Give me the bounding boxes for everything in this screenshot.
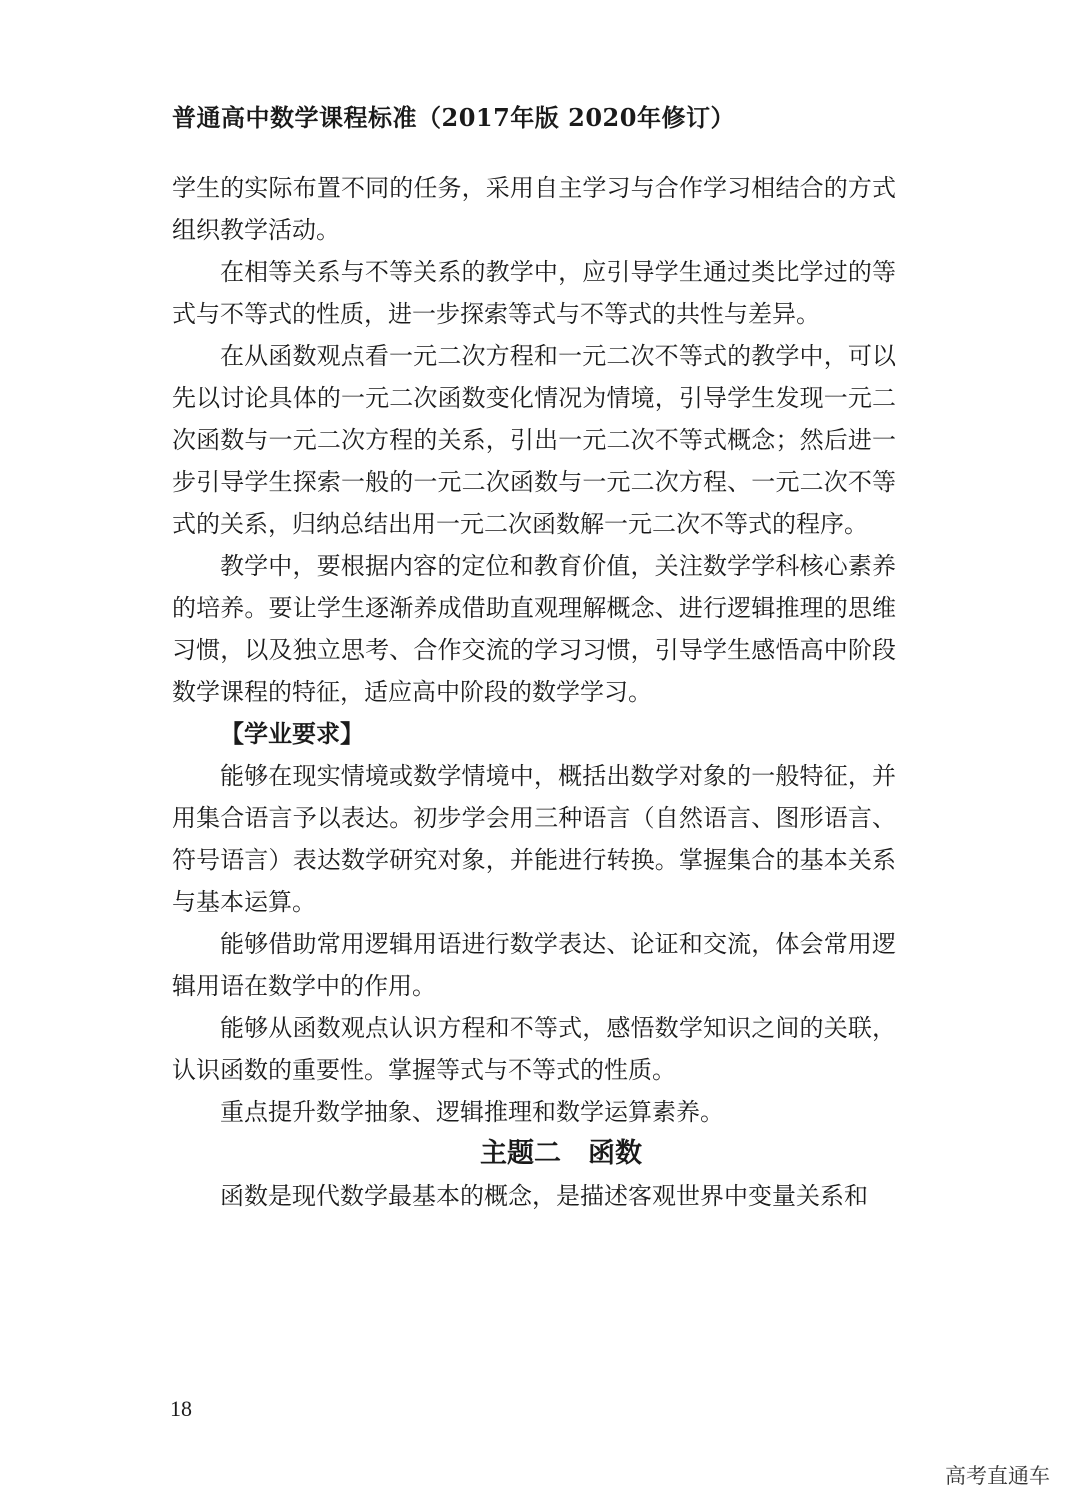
running-header: 普通高中数学课程标准（2017年版 2020年修订） (172, 103, 735, 132)
topic-heading: 主题二 函数 (480, 1138, 642, 1169)
page-number: 18 (170, 1396, 192, 1421)
paragraph: 在从函数观点看一元二次方程和一元二次不等式的教学中，可以先以讨论具体的一元二次函数变化情况为情境，引导学生发现一元二次函数与一元二次方程的关系，引出一元二次不等式概念；然后进一步引导学生探索一般的一元二次函数与一元二次方程、一元二次不等式的关系，归纳总结出用一元二次函数解一元二次不等式的程序。 (172, 342, 896, 538)
requirement-paragraph: 能够在现实情境或数学情境中，概括出数学对象的一般特征，并用集合语言予以表达。初步学会用三种语言（自然语言、图形语言、符号语言）表达数学研究对象，并能进行转换。掌握集合的基本关系与基本运算。 (172, 762, 896, 916)
requirement-paragraph: 重点提升数学抽象、逻辑推理和数学运算素养。 (220, 1098, 724, 1126)
page-body (172, 167, 896, 1217)
requirement-paragraph: 能够从函数观点认识方程和不等式，感悟数学知识之间的关联，认识函数的重要性。掌握等式与不等式的性质。 (172, 1014, 896, 1084)
topic-intro-paragraph: 函数是现代数学最基本的概念，是描述客观世界中变量关系和 (220, 1182, 868, 1210)
section-label-academic-requirements: 【学业要求】 (220, 720, 364, 748)
watermark-text: 高考直通车 (945, 1464, 1050, 1488)
requirement-paragraph: 能够借助常用逻辑用语进行数学表达、论证和交流，体会常用逻辑用语在数学中的作用。 (172, 930, 896, 1000)
paragraph-continued: 学生的实际布置不同的任务，采用自主学习与合作学习相结合的方式组织教学活动。 (172, 174, 896, 244)
paragraph: 在相等关系与不等关系的教学中，应引导学生通过类比学过的等式与不等式的性质，进一步探索等式与不等式的共性与差异。 (172, 258, 896, 328)
paragraph: 教学中，要根据内容的定位和教育价值，关注数学学科核心素养的培养。要让学生逐渐养成借助直观理解概念、进行逻辑推理的思维习惯，以及独立思考、合作交流的学习习惯，引导学生感悟高中阶段数学课程的特征，适应高中阶段的数学学习。 (172, 552, 896, 706)
